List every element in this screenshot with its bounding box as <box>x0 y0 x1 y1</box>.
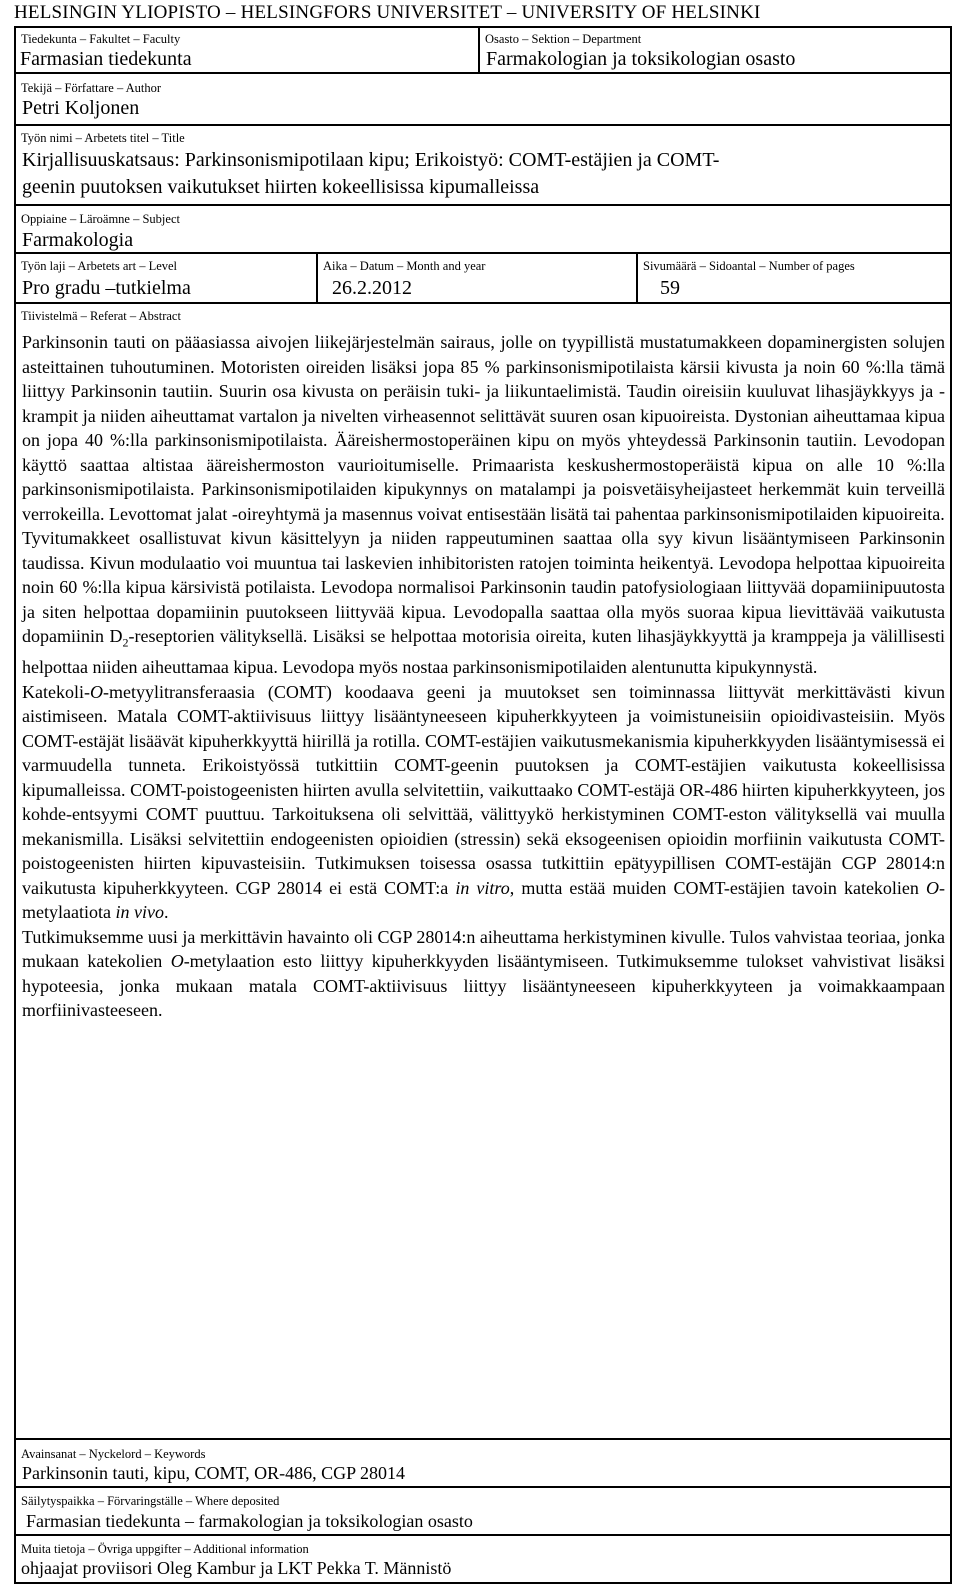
title-line-1: Kirjallisuuskatsaus: Parkinsonismipotilaan kipu; Erikoistyö: COMT-estäjien ja COMT- <box>22 149 720 171</box>
abstract-paragraph-2: Tyvitumakkeet osallistuvat kivun käsittelyyn ja niiden rappeutuminen saattaa olla syy kivun lisääntymiseen Parkinsonin taudissa. Kivun modulaatio voi muuntua tai laskevien inhibitoristen ratojen toiminta heikentyä. Levodopa helpottaa kipuoireita noin 60 %:lla kipua kärsivistä potilaista. Levodopa normalisoi Parkinsonin taudin patofysiologiaan liittyvää dopamiinipuutosta ja siten helpottaa dopamiinin puutokseen liittyvää kipua. Levodopalla saattaa olla myös suoraa kipua lievittävää vaikutusta dopamiinin $D_2$-reseptorien välityksellä. Lisäksi se helpottaa motorisia oireita, kuten lihasjäykkyyttä ja kramppeja ja välillisesti helpottaa niiden aiheuttamaa kipua. Levodopa myös nostaa parkinsonismipotilaiden alentunutta kipukynnystä. <box>22 528 945 678</box>
level-cell <box>16 254 316 302</box>
deposited-label: Säilytyspaikka – Förvaringställe – Where deposited <box>21 1494 280 1508</box>
level-date-pages-row <box>16 254 950 304</box>
thesis-abstract-form <box>14 0 952 1582</box>
date-value: 26.2.2012 <box>332 277 412 299</box>
pages-value: 59 <box>660 277 680 299</box>
level-value: Pro gradu –tutkielma <box>22 277 191 299</box>
deposited-value: Farmasian tiedekunta – farmakologian ja toksikologian osasto <box>26 1511 473 1531</box>
keywords-row <box>16 1440 950 1488</box>
abstract-section <box>16 304 950 1440</box>
author-row <box>16 74 950 126</box>
title-label: Työn nimi – Arbetets titel – Title <box>21 131 185 145</box>
additional-label: Muita tietoja – Övriga uppgifter – Additional information <box>21 1542 309 1556</box>
title-line-2: geenin puutoksen vaikutukset hiirten kokeellisissa kipumalleissa <box>22 176 540 198</box>
abstract-label: Tiivistelmä – Referat – Abstract <box>21 309 181 323</box>
keywords-value: Parkinsonin tauti, kipu, COMT, OR-486, CGP 28014 <box>22 1463 406 1483</box>
faculty-value: Farmasian tiedekunta <box>20 48 192 70</box>
additional-row <box>16 1536 950 1582</box>
faculty-department-row <box>16 28 950 74</box>
pages-cell <box>638 254 950 302</box>
university-header: HELSINGIN YLIOPISTO – HELSINGFORS UNIVERSITET – UNIVERSITY OF HELSINKI <box>14 2 761 23</box>
pages-label: Sivumäärä – Sidoantal – Number of pages <box>643 259 855 273</box>
keywords-label: Avainsanat – Nyckelord – Keywords <box>21 1447 206 1461</box>
abstract-paragraph-4: Tutkimuksemme uusi ja merkittävin havainto oli CGP 28014:n aiheuttama herkistyminen kivulle. Tulos vahvistaa teoriaa, jonka mukaan katekolien O-metylaation esto liittyy kipuherkkyyden lisääntymiseen. Tutkimuksemme tulokset vahvistivat lisäksi hypoteesia, jonka mukaan matala COMT-aktiivisuus liittyy lisääntyneeseen kipuherkkyyteen ja voimakkaampaan morfiinivasteeseen. <box>22 926 945 1021</box>
form-grid <box>14 26 952 1584</box>
abstract-paragraph-1: Parkinsonin tauti on pääasiassa aivojen liikejärjestelmän sairaus, jolle on tyypillistä mustatumakkeen dopaminergisten solujen asteittainen tuhoutuminen. Motoristen oireiden lisäksi jopa 85 % parkinsonismipotilaista kärsii kivusta ja noin 60 %:lla tämä liittyy Parkinsonin tautiin. Suurin osa kivusta on peräisin tuki- ja liikuntaelimistä. Taudin oireisiin kuuluvat lihasjäykkyys ja -krampit ja niiden aiheuttamat vartalon ja nivelten virheasennot selittävät suuren osan kipuoireista. Dystonian aiheuttamaa kipua on jopa 40 %:lla parkinsonismipotilaista. Ääreishermostoperäinen kipu on myös yhteydessä Parkinsonin tautiin. Levodopan käyttö saattaa altistaa ääreishermoston vaurioitumiselle. Primaarista keskushermostoperäistä kipua on alle 10 %:lla parkinsonismipotilaista. Parkinsonismipotilaiden kipukynnys on matalampi ja poisvetäisyheijasteet herkemmät kuin terveillä verrokeilla. Levottomat jalat -oireyhtymä ja masennus voivat entisestään lisätä tai pahentaa parkinsonismipotilaiden kipuoireita. <box>22 332 945 524</box>
author-value: Petri Koljonen <box>22 97 140 119</box>
date-label: Aika – Datum – Month and year <box>323 259 486 273</box>
department-cell <box>480 28 950 72</box>
deposited-row <box>16 1488 950 1536</box>
faculty-cell <box>16 28 478 72</box>
level-label: Työn laji – Arbetets art – Level <box>21 259 178 273</box>
date-cell <box>318 254 636 302</box>
subject-row <box>16 206 950 254</box>
additional-value: ohjaajat proviisori Oleg Kambur ja LKT Pekka T. Männistö <box>21 1558 452 1578</box>
faculty-label: Tiedekunta – Fakultet – Faculty <box>21 32 181 46</box>
subject-label: Oppiaine – Läroämne – Subject <box>21 212 180 226</box>
abstract-paragraph-3: Katekoli-O-metyylitransferaasia (COMT) koodaava geeni ja muutokset sen toiminnassa liittyvät merkittävästi kivun aistimiseen. Matala COMT-aktiivisuus liittyy lisääntyneeseen kipuherkkyyteen ja voimistuneisiin opioidivasteisiin. Myös COMT-estäjät lisäävät kipuherkkyyttä hiirillä ja rotilla. COMT-estäjien vaikutusmekanismia kipuherkkyyden lisääntymisessä ei varmuudella tunneta. Erikoistyössä tutkittiin COMT-geenin puutoksen ja COMT-estäjien vaikutusta kokeellisissa kipumalleissa. COMT-poistogeenisten hiirten avulla selvitettiin, vaikuttaako COMT-estäjä OR-486 hiirten kipuherkkyyteen, jos kohde-entsyymi COMT puuttuu. Tarkoituksena oli selvittää, välittyykö herkistyminen COMT-eston välityksellä vai muulla mekanismilla. Lisäksi selvitettiin endogeenisten opioidien (stressin) sekä eksogeenisen opioidin morfiinin vaikutusta COMT-poistogeenisten hiirten kipuvasteisiin. Tutkimuksen toisessa osassa tutkittiin epätyypillisen COMT-estäjän CGP 28014:n vaikutusta kipuherkkyyteen. CGP 28014 ei estä COMT:a in vitro, mutta estää muiden COMT-estäjien tavoin katekolien O-metylaatiota in vivo. <box>22 681 945 923</box>
author-label: Tekijä – Författare – Author <box>21 81 162 95</box>
department-value: Farmakologian ja toksikologian osasto <box>486 48 796 70</box>
subject-value: Farmakologia <box>22 229 134 251</box>
department-label: Osasto – Sektion – Department <box>485 32 642 46</box>
title-row <box>16 126 950 206</box>
